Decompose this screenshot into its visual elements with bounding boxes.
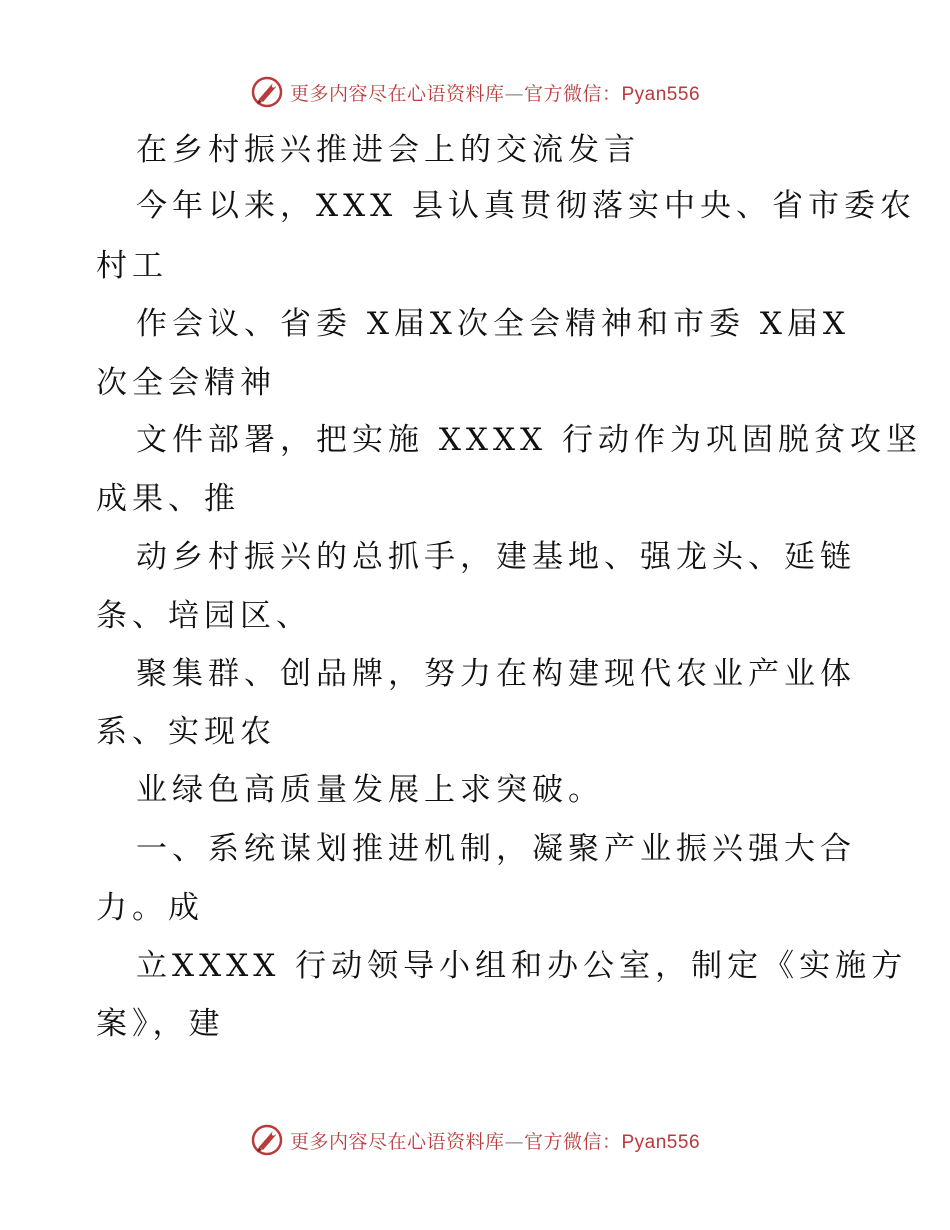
section-heading-line: 一、系统谋划推进机制，凝聚产业振兴强大合 (136, 831, 856, 867)
document-title: 在乡村振兴推进会上的交流发言 (136, 132, 640, 168)
paragraph-line: 条、培园区、 (96, 598, 312, 634)
paragraph-line: 作会议、省委 X届X次全会精神和市委 X届X (136, 306, 850, 342)
pen-logo-icon (250, 75, 284, 109)
pen-logo-icon (250, 1123, 284, 1157)
paragraph-line: 文件部署，把实施 XXXX 行动作为巩固脱贫攻坚 (136, 422, 922, 458)
paragraph-line: 成果、推 (96, 481, 240, 517)
paragraph-line: 力。成 (96, 890, 204, 926)
paragraph-line: 业绿色高质量发展上求突破。 (136, 772, 604, 808)
paragraph-line: 案》，建 (96, 1006, 225, 1042)
paragraph-line: 今年以来，XXX 县认真贯彻落实中央、省市委农 (136, 188, 917, 224)
watermark-banner-top (0, 72, 950, 112)
watermark-banner-bottom (0, 1120, 950, 1160)
paragraph-line: 聚集群、创品牌，努力在构建现代农业产业体 (136, 656, 856, 692)
paragraph-line: 次全会精神 (96, 365, 276, 401)
paragraph-line: 系、实现农 (96, 714, 276, 750)
paragraph-line: 立XXXX 行动领导小组和办公室，制定《实施方 (136, 948, 908, 984)
watermark-text: 更多内容尽在心语资料库—官方微信：Pyan556 (289, 82, 701, 105)
watermark-text: 更多内容尽在心语资料库—官方微信：Pyan556 (289, 1130, 701, 1153)
paragraph-line: 动乡村振兴的总抓手，建基地、强龙头、延链 (136, 539, 856, 575)
paragraph-line: 村工 (96, 248, 168, 284)
